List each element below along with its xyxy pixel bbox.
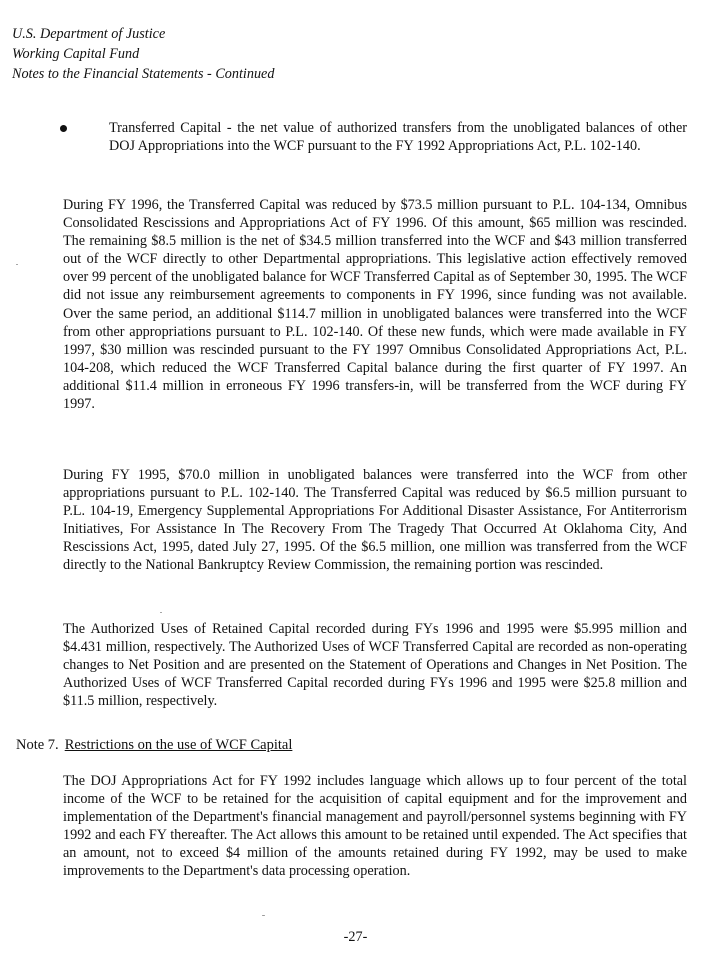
header-fund: Working Capital Fund [12,46,140,62]
note-7-label: Note 7. [16,737,59,753]
paragraph-authorized-uses: The Authorized Uses of Retained Capital recorded during FYs 1996 and 1995 were $5.995 million and $4.431 million, respectively. The Authorized Uses of WCF Transferred Capital are recorded as non-operating changes to Net Position and are presented on the Statement of Operations and Changes in Net Position. The Authorized Uses of WCF Transferred Capital recorded during FYs 1996 and 1995 were $25.8 million and $11.5 million, respectively. [63,621,687,710]
paragraph-note-7-body: The DOJ Appropriations Act for FY 1992 includes language which allows up to four percent of the total income of the WCF to be retained for the acquisition of capital equipment and for the improvement and implementation of the Department's financial management and payroll/personnel systems beginning with FY 1992 and each FY thereafter. The Act allows this amount to be retained until expended. The Act specifies that an amount, not to exceed $4 million of the amounts retained during FY 1992, may be used to make improvements to the Department's data processing operation. [63,773,687,880]
scan-speck [262,915,265,916]
page-number: -27- [343,929,368,945]
bullet-text: Transferred Capital - the net value of authorized transfers from the unobligated balances of other DOJ Appropriations into the WCF pursuant to the FY 1992 Appropriations Act, P.L. 102-140. [109,120,687,155]
transferred-capital-bullet [60,119,690,155]
document-header [12,24,274,84]
scan-speck [160,612,162,613]
header-section: Notes to the Financial Statements - Continued [12,66,275,82]
paragraph-fy1996-transferred-capital: During FY 1996, the Transferred Capital was reduced by $73.5 million pursuant to P.L. 104-134, Omnibus Consolidated Rescissions and Appropriations Act of FY 1996. Of this amount, $65 million was rescinded. The remaining $8.5 million is the net of $34.5 million transferred into the WCF and $43 million transferred out of the WCF directly to other Departmental appropriations. This legislative action effectively removed over 99 percent of the unobligated balance for WCF Transferred Capital as of September 30, 1995. The WCF did not issue any reimbursement agreements to components in FY 1996, since funding was not available. Over the same period, an additional $114.7 million in unobligated balances were transferred into the WCF from other appropriations pursuant to P.L. 102-140. Of these new funds, which were made available in FY 1997, $30 million was rescinded pursuant to the FY 1997 Omnibus Consolidated Appropriations Act, P.L. 104-208, which reduced the WCF Transferred Capital balance during the first quarter of FY 1997. An additional $11.4 million in erroneous FY 1996 transfers-in, will be transferred from the WCF during FY 1997. [63,197,687,413]
bullet-icon [60,125,67,132]
note-7-heading [16,736,292,754]
header-agency: U.S. Department of Justice [12,26,166,42]
paragraph-fy1995-transferred-capital: During FY 1995, $70.0 million in unobligated balances were transferred into the WCF from other appropriations pursuant to P.L. 102-140. The Transferred Capital was reduced by $6.5 million pursuant to P.L. 104-19, Emergency Supplemental Appropriations For Additional Disaster Assistance, For Antiterrorism Initiatives, For Assistance In The Recovery From The Tragedy That Occurred At Oklahoma City, And Rescissions Act, 1995, dated July 27, 1995. Of the $6.5 million, one million was transferred from the WCF directly to the National Bankruptcy Review Commission, the remaining portion was rescinded. [63,467,687,574]
note-7-title: Restrictions on the use of WCF Capital [64,737,293,753]
scan-speck [16,264,18,265]
